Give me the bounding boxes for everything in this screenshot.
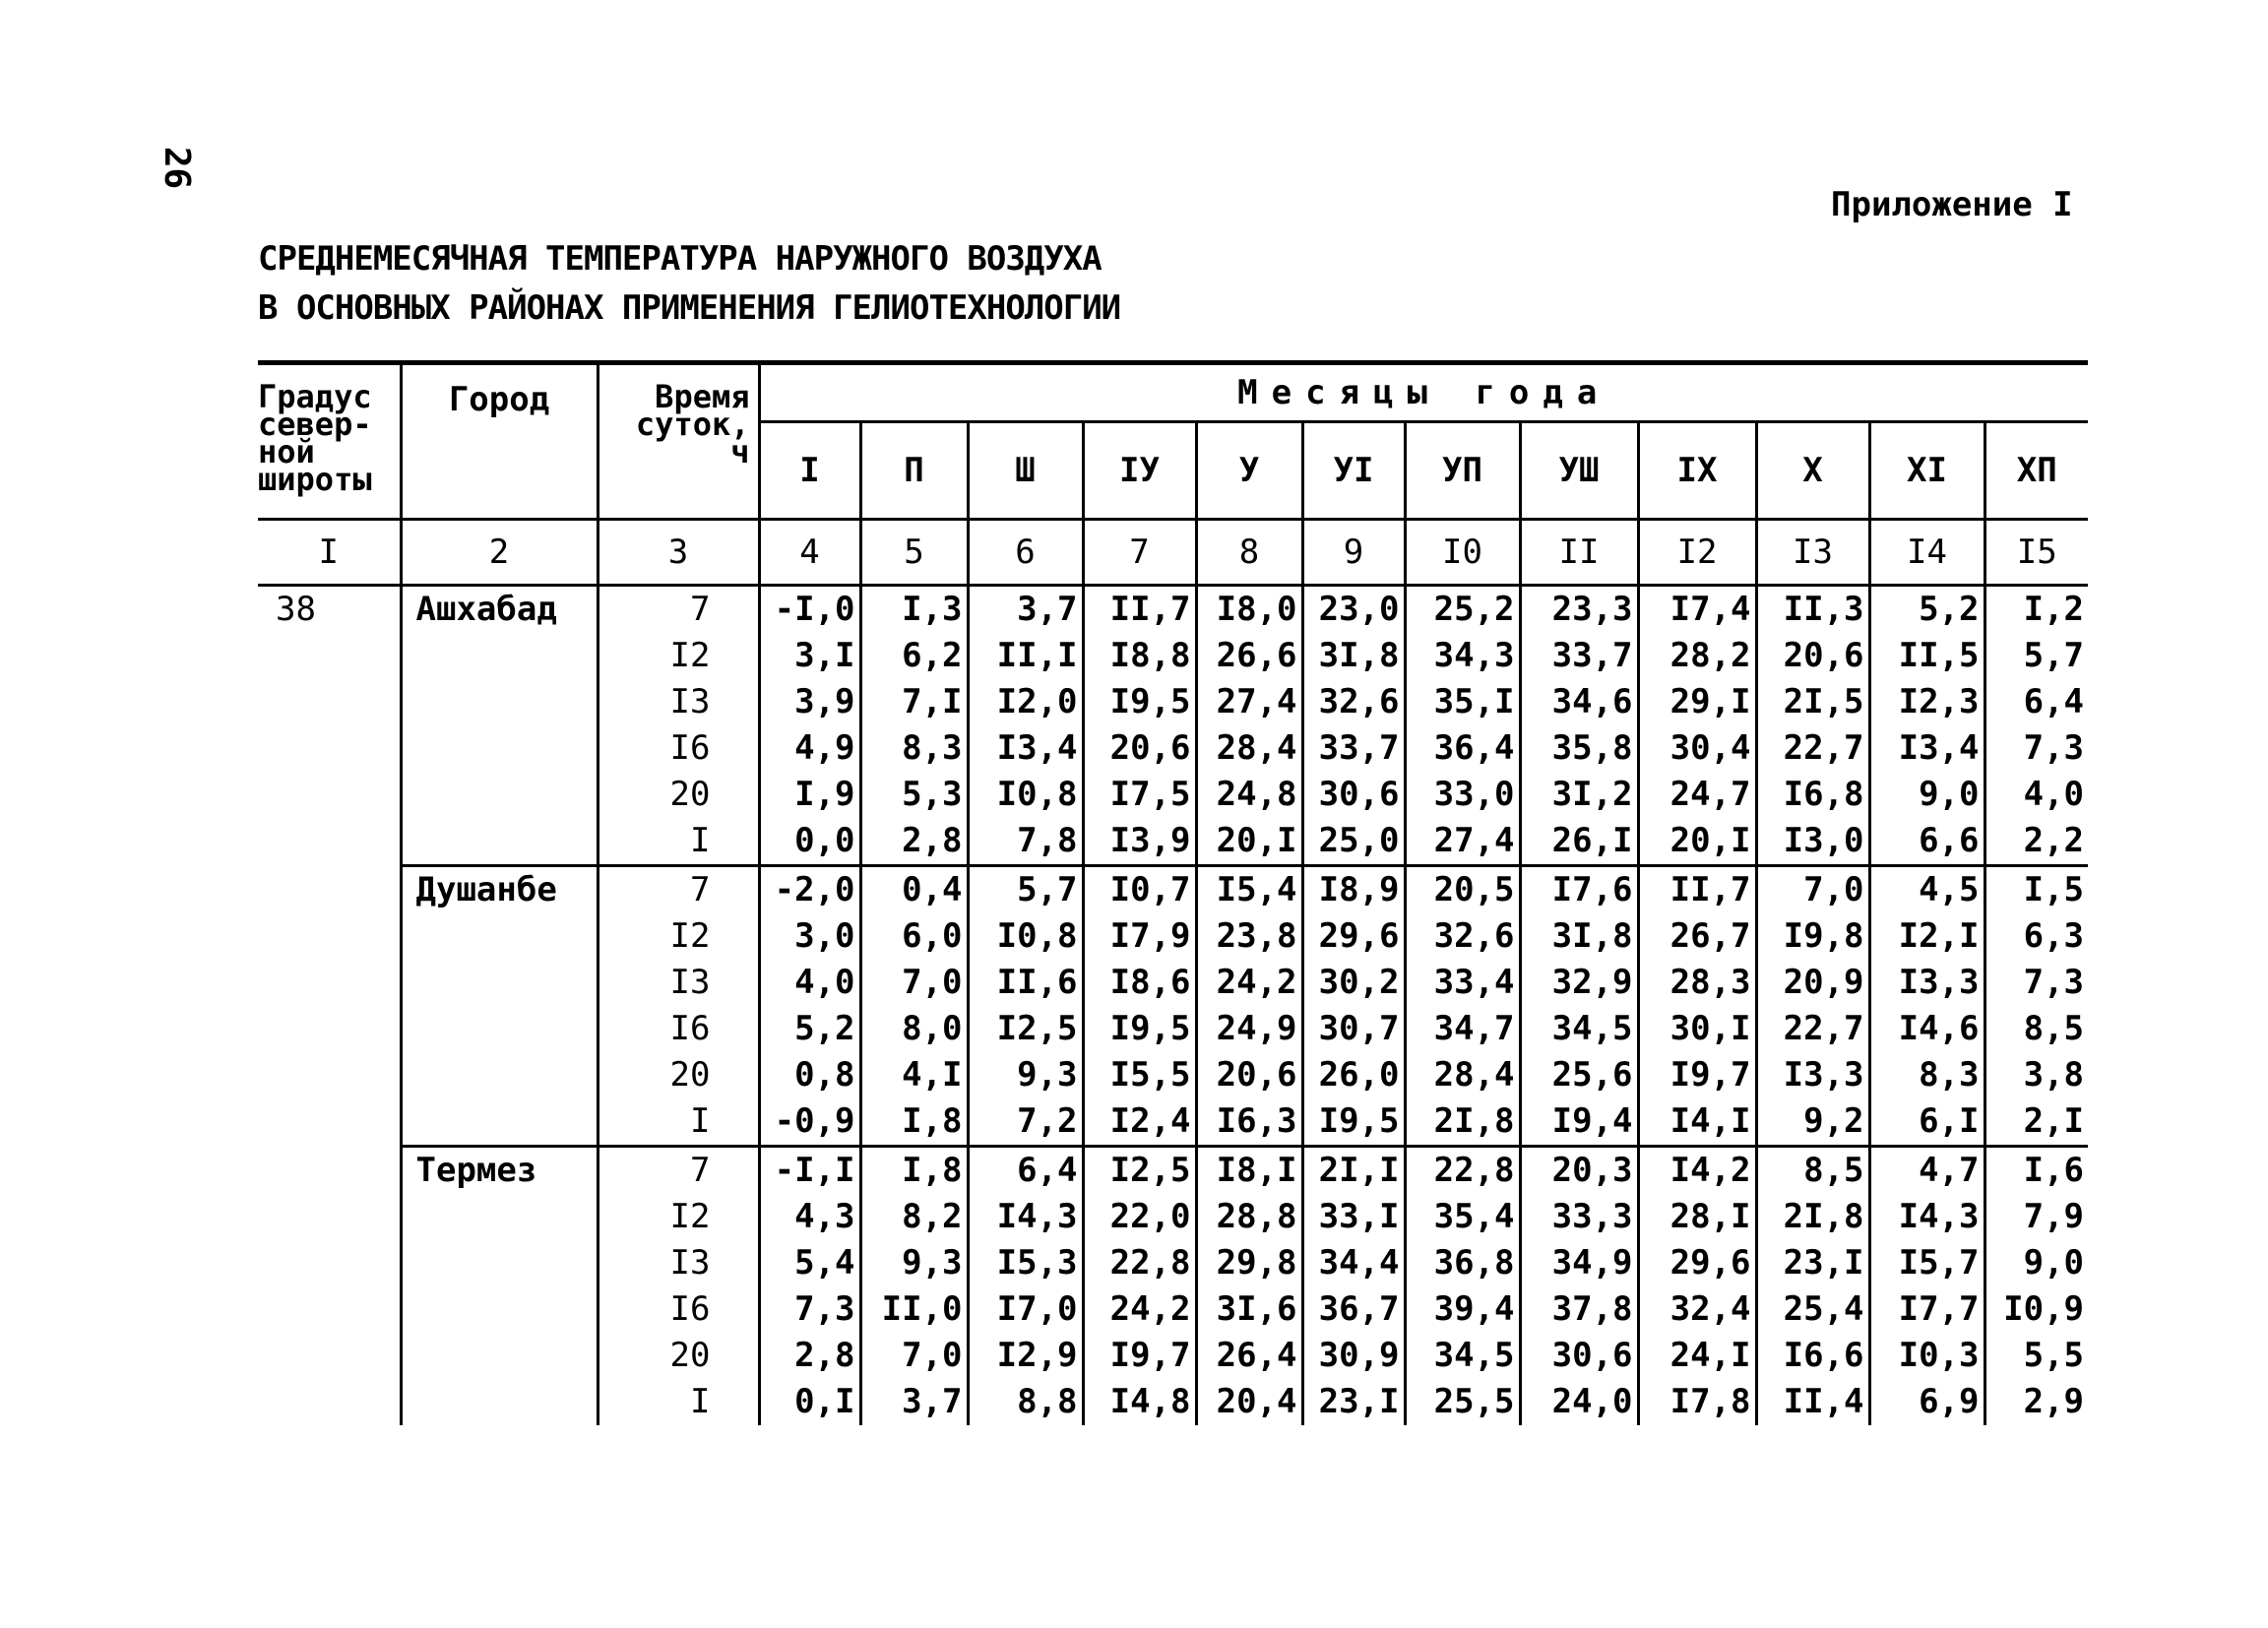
- header-latitude-line-2: север-: [258, 406, 372, 443]
- temperature-cell: 9,3: [860, 1240, 968, 1286]
- temperature-cell: 32,4: [1638, 1286, 1756, 1333]
- temperature-cell: 8,3: [1869, 1052, 1984, 1098]
- temperature-cell: 28,3: [1638, 960, 1756, 1006]
- temperature-cell: I2,9: [968, 1333, 1083, 1379]
- temperature-cell: 4,7: [1869, 1147, 1984, 1195]
- temperature-cell: II,7: [1083, 586, 1196, 634]
- temperature-cell: I9,5: [1083, 679, 1196, 725]
- temperature-cell: I9,4: [1520, 1098, 1638, 1147]
- time-cell: I6: [598, 1286, 759, 1333]
- temperature-cell: I6,3: [1196, 1098, 1302, 1147]
- temperature-cell: 9,0: [1869, 772, 1984, 818]
- temperature-cell: I6,6: [1756, 1333, 1869, 1379]
- temperature-cell: 4,0: [759, 960, 860, 1006]
- temperature-cell: 5,2: [1869, 586, 1984, 634]
- temperature-cell: 8,5: [2023, 1009, 2084, 1048]
- city-cell: Термез: [401, 1147, 598, 1426]
- temperature-cell: 7,8: [968, 818, 1083, 866]
- city-cell: Душанбе: [401, 866, 598, 1147]
- temperature-cell: 9,0: [2023, 1243, 2084, 1283]
- temperature-cell: I,2: [2023, 590, 2084, 629]
- latitude-cell: 38: [258, 586, 401, 1426]
- temperature-cell: 30,7: [1302, 1006, 1405, 1052]
- temperature-cell: 9,3: [968, 1052, 1083, 1098]
- temperature-cell: I0,8: [968, 772, 1083, 818]
- temperature-cell: 23,0: [1302, 586, 1405, 634]
- temperature-cell: I8,0: [1196, 586, 1302, 634]
- temperature-cell: 34,9: [1520, 1240, 1638, 1286]
- temperature-cell: 34,5: [1405, 1333, 1520, 1379]
- time-cell: 20: [598, 1052, 759, 1098]
- temperature-cell: 29,6: [1638, 1240, 1756, 1286]
- month-header: Ш: [968, 422, 1083, 520]
- temperature-cell: 2,9: [2023, 1382, 2084, 1421]
- temperature-cell: 2,2: [2023, 821, 2084, 860]
- temperature-cell: 27,4: [1196, 679, 1302, 725]
- temperature-cell: II,0: [860, 1286, 968, 1333]
- header-time-line-1: Время: [655, 378, 750, 415]
- temperature-cell: II,I: [968, 633, 1083, 679]
- table-body: [258, 586, 2088, 1426]
- temperature-cell: 33,3: [1520, 1194, 1638, 1240]
- temperature-cell: 20,4: [1196, 1379, 1302, 1425]
- temperature-cell: 22,8: [1083, 1240, 1196, 1286]
- temperature-cell: 7,9: [2023, 1197, 2084, 1236]
- temperature-cell: 6,4: [968, 1147, 1083, 1195]
- temperature-cell: 34,7: [1405, 1006, 1520, 1052]
- time-cell: I6: [598, 1006, 759, 1052]
- time-cell: I: [598, 1098, 759, 1147]
- temperature-cell: 33,7: [1520, 633, 1638, 679]
- temperature-cell: 20,6: [1196, 1052, 1302, 1098]
- column-number: I: [258, 520, 401, 586]
- temperature-cell: I0,9: [2003, 1289, 2084, 1329]
- temperature-cell: 3,7: [968, 586, 1083, 634]
- temperature-cell: II,7: [1638, 866, 1756, 914]
- month-header: УП: [1405, 422, 1520, 520]
- temperature-cell: I3,9: [1083, 818, 1196, 866]
- table-row: [258, 1147, 2088, 1195]
- temperature-cell: I3,3: [1869, 960, 1984, 1006]
- temperature-cell: 24,7: [1638, 772, 1756, 818]
- temperature-cell: 22,7: [1756, 1006, 1869, 1052]
- document-title: [258, 234, 1120, 333]
- header-latitude-line-4: широты: [258, 461, 372, 498]
- temperature-cell: 2I,I: [1302, 1147, 1405, 1195]
- temperature-cell: I5,5: [1083, 1052, 1196, 1098]
- temperature-cell: 9,2: [1756, 1098, 1869, 1147]
- temperature-cell: 5,7: [2023, 636, 2084, 675]
- temperature-cell: 4,I: [860, 1052, 968, 1098]
- temperature-cell: 25,0: [1302, 818, 1405, 866]
- temperature-table: [258, 360, 2088, 1425]
- temperature-cell: 5,5: [2023, 1336, 2084, 1375]
- time-cell: I3: [598, 960, 759, 1006]
- temperature-cell: 5,4: [759, 1240, 860, 1286]
- temperature-cell: 24,2: [1083, 1286, 1196, 1333]
- temperature-cell: 23,3: [1520, 586, 1638, 634]
- temperature-cell: -I,I: [759, 1147, 860, 1195]
- temperature-cell: -2,0: [759, 866, 860, 914]
- temperature-cell: 23,I: [1756, 1240, 1869, 1286]
- month-header: У: [1196, 422, 1302, 520]
- temperature-cell: I2,I: [1869, 913, 1984, 960]
- temperature-cell: 25,2: [1405, 586, 1520, 634]
- temperature-cell: 7,3: [759, 1286, 860, 1333]
- temperature-cell: 36,4: [1405, 725, 1520, 772]
- temperature-cell: I3,0: [1756, 818, 1869, 866]
- temperature-cell: I9,7: [1083, 1333, 1196, 1379]
- temperature-cell: 30,I: [1638, 1006, 1756, 1052]
- temperature-cell: 28,4: [1196, 725, 1302, 772]
- temperature-cell: 24,0: [1520, 1379, 1638, 1425]
- temperature-cell: I8,9: [1302, 866, 1405, 914]
- temperature-cell: I7,4: [1638, 586, 1756, 634]
- temperature-cell: 6,0: [860, 913, 968, 960]
- column-number: I4: [1869, 520, 1984, 586]
- month-header: XП: [2016, 451, 2057, 490]
- header-latitude-line-3: ной: [258, 433, 315, 470]
- temperature-cell: 30,9: [1302, 1333, 1405, 1379]
- temperature-cell: 24,8: [1196, 772, 1302, 818]
- temperature-cell: 8,0: [860, 1006, 968, 1052]
- temperature-cell: 7,0: [860, 1333, 968, 1379]
- temperature-cell: 35,I: [1405, 679, 1520, 725]
- temperature-cell: 32,9: [1520, 960, 1638, 1006]
- time-cell: I2: [598, 633, 759, 679]
- temperature-cell: 8,3: [860, 725, 968, 772]
- temperature-cell: I,8: [860, 1147, 968, 1195]
- temperature-cell: 26,I: [1520, 818, 1638, 866]
- temperature-cell: I2,4: [1083, 1098, 1196, 1147]
- temperature-cell: 6,9: [1869, 1379, 1984, 1425]
- column-number: I0: [1405, 520, 1520, 586]
- temperature-cell: 30,2: [1302, 960, 1405, 1006]
- time-cell: 20: [598, 772, 759, 818]
- time-cell: I2: [598, 913, 759, 960]
- time-cell: I3: [598, 1240, 759, 1286]
- temperature-cell: -0,9: [759, 1098, 860, 1147]
- header-time-line-3: ч: [730, 433, 750, 470]
- temperature-cell: 20,3: [1520, 1147, 1638, 1195]
- temperature-cell: 6,I: [1869, 1098, 1984, 1147]
- temperature-cell: 20,9: [1756, 960, 1869, 1006]
- temperature-cell: I8,I: [1196, 1147, 1302, 1195]
- header-time: [598, 363, 759, 520]
- temperature-cell: 4,5: [1869, 866, 1984, 914]
- header-row-1: [258, 363, 2088, 422]
- temperature-cell: 26,6: [1196, 633, 1302, 679]
- temperature-cell: 5,3: [860, 772, 968, 818]
- temperature-cell: I9,7: [1638, 1052, 1756, 1098]
- temperature-cell: 25,5: [1405, 1379, 1520, 1425]
- temperature-cell: -I,0: [759, 586, 860, 634]
- temperature-cell: II,4: [1756, 1379, 1869, 1425]
- temperature-cell: 2,I: [2023, 1101, 2084, 1141]
- temperature-cell: 8,8: [968, 1379, 1083, 1425]
- column-number: 8: [1196, 520, 1302, 586]
- city-cell: Ашхабад: [401, 586, 598, 866]
- temperature-cell: 36,8: [1405, 1240, 1520, 1286]
- temperature-cell: 23,I: [1302, 1379, 1405, 1425]
- temperature-cell: I7,6: [1520, 866, 1638, 914]
- temperature-cell: 3I,2: [1520, 772, 1638, 818]
- temperature-cell: II,5: [1869, 633, 1984, 679]
- title-line-1: СРЕДНЕМЕСЯЧНАЯ ТЕМПЕРАТУРА НАРУЖНОГО ВОЗДУХА: [258, 239, 1102, 279]
- temperature-cell: 3I,8: [1302, 633, 1405, 679]
- temperature-cell: I0,8: [968, 913, 1083, 960]
- temperature-cell: 6,2: [860, 633, 968, 679]
- temperature-cell: 2I,5: [1756, 679, 1869, 725]
- temperature-cell: 20,5: [1405, 866, 1520, 914]
- temperature-cell: I7,5: [1083, 772, 1196, 818]
- column-number: 4: [759, 520, 860, 586]
- temperature-cell: I,3: [860, 586, 968, 634]
- temperature-cell: 24,2: [1196, 960, 1302, 1006]
- temperature-cell: 0,0: [759, 818, 860, 866]
- header-latitude: [258, 363, 401, 520]
- temperature-cell: 25,6: [1520, 1052, 1638, 1098]
- temperature-cell: I6,8: [1756, 772, 1869, 818]
- temperature-cell: I7,7: [1869, 1286, 1984, 1333]
- temperature-cell: 29,8: [1196, 1240, 1302, 1286]
- time-cell: I: [598, 1379, 759, 1425]
- temperature-cell: 27,4: [1405, 818, 1520, 866]
- temperature-cell: 35,8: [1520, 725, 1638, 772]
- column-number: I3: [1756, 520, 1869, 586]
- temperature-cell: I0,7: [1083, 866, 1196, 914]
- temperature-cell: I4,I: [1638, 1098, 1756, 1147]
- temperature-cell: 4,0: [2023, 775, 2084, 814]
- temperature-cell: I,9: [759, 772, 860, 818]
- header-months-caption: Месяцы года: [759, 363, 2088, 422]
- time-cell: I2: [598, 1194, 759, 1240]
- temperature-cell: I8,8: [1083, 633, 1196, 679]
- column-number: II: [1520, 520, 1638, 586]
- temperature-cell: 39,4: [1405, 1286, 1520, 1333]
- temperature-cell: 7,0: [860, 960, 968, 1006]
- temperature-cell: 28,4: [1405, 1052, 1520, 1098]
- temperature-cell: I9,5: [1083, 1006, 1196, 1052]
- page-number: 26: [157, 146, 198, 190]
- time-cell: I6: [598, 725, 759, 772]
- month-header: IУ: [1083, 422, 1196, 520]
- temperature-cell: 34,3: [1405, 633, 1520, 679]
- table-row: [258, 586, 2088, 634]
- temperature-cell: 28,2: [1638, 633, 1756, 679]
- month-header: П: [860, 422, 968, 520]
- time-cell: 7: [598, 866, 759, 914]
- temperature-cell: II,6: [968, 960, 1083, 1006]
- time-cell: I: [598, 818, 759, 866]
- column-number: 5: [860, 520, 968, 586]
- temperature-cell: 3I,6: [1196, 1286, 1302, 1333]
- time-cell: 7: [598, 586, 759, 634]
- temperature-cell: I0,3: [1869, 1333, 1984, 1379]
- temperature-cell: 37,8: [1520, 1286, 1638, 1333]
- temperature-cell: 29,I: [1638, 679, 1756, 725]
- temperature-cell: 2,8: [860, 818, 968, 866]
- temperature-cell: 2I,8: [1756, 1194, 1869, 1240]
- temperature-cell: I3,4: [1869, 725, 1984, 772]
- temperature-cell: 6,6: [1869, 818, 1984, 866]
- temperature-cell: 3,9: [759, 679, 860, 725]
- temperature-cell: I4,6: [1869, 1006, 1984, 1052]
- temperature-cell: 0,I: [759, 1379, 860, 1425]
- temperature-cell: I7,9: [1083, 913, 1196, 960]
- temperature-cell: 7,0: [1756, 866, 1869, 914]
- temperature-cell: I5,7: [1869, 1240, 1984, 1286]
- month-header: УI: [1302, 422, 1405, 520]
- column-number: 3: [598, 520, 759, 586]
- month-header: XI: [1869, 422, 1984, 520]
- temperature-cell: I9,8: [1756, 913, 1869, 960]
- temperature-cell: 6,4: [2023, 682, 2084, 721]
- column-number: I5: [1984, 520, 2088, 586]
- temperature-cell: 25,4: [1756, 1286, 1869, 1333]
- temperature-cell: 3,7: [860, 1379, 968, 1425]
- table-row: [258, 866, 2088, 914]
- temperature-cell: I,8: [860, 1098, 968, 1147]
- column-number: 2: [401, 520, 598, 586]
- temperature-cell: 26,4: [1196, 1333, 1302, 1379]
- temperature-cell: I,6: [1984, 1147, 2088, 1195]
- temperature-cell: 35,4: [1405, 1194, 1520, 1240]
- temperature-cell: 8,2: [860, 1194, 968, 1240]
- temperature-cell: I,5: [1984, 866, 2088, 914]
- temperature-cell: I8,6: [1083, 960, 1196, 1006]
- header-latitude-line-1: Градус: [258, 378, 372, 415]
- temperature-cell: 28,8: [1196, 1194, 1302, 1240]
- temperature-cell: 22,8: [1405, 1147, 1520, 1195]
- temperature-cell: 33,7: [1302, 725, 1405, 772]
- temperature-cell: I5,3: [968, 1240, 1083, 1286]
- temperature-cell: I2,3: [1869, 679, 1984, 725]
- temperature-cell: I7,8: [1638, 1379, 1756, 1425]
- column-number: I2: [1638, 520, 1756, 586]
- column-number-row: [258, 520, 2088, 586]
- temperature-cell: 33,4: [1405, 960, 1520, 1006]
- temperature-cell: 20,6: [1756, 633, 1869, 679]
- temperature-cell: 5,7: [968, 866, 1083, 914]
- time-cell: 7: [598, 1147, 759, 1195]
- temperature-cell: 22,7: [1756, 725, 1869, 772]
- temperature-cell: 33,0: [1405, 772, 1520, 818]
- month-header: I: [759, 422, 860, 520]
- temperature-table-wrap: [258, 360, 2088, 1425]
- temperature-cell: I4,3: [1869, 1194, 1984, 1240]
- temperature-cell: 7,3: [2023, 963, 2084, 1002]
- temperature-cell: 7,3: [2023, 728, 2084, 768]
- column-number: 9: [1302, 520, 1405, 586]
- temperature-cell: I3,3: [1756, 1052, 1869, 1098]
- temperature-cell: 26,7: [1638, 913, 1756, 960]
- column-number: 6: [968, 520, 1083, 586]
- temperature-cell: 23,8: [1196, 913, 1302, 960]
- temperature-cell: I2,0: [968, 679, 1083, 725]
- temperature-cell: 2,8: [759, 1333, 860, 1379]
- temperature-cell: II,3: [1756, 586, 1869, 634]
- temperature-cell: 8,5: [1756, 1147, 1869, 1195]
- temperature-cell: 0,8: [759, 1052, 860, 1098]
- temperature-cell: I3,4: [968, 725, 1083, 772]
- temperature-cell: 20,6: [1083, 725, 1196, 772]
- temperature-cell: 20,I: [1638, 818, 1756, 866]
- temperature-cell: 34,4: [1302, 1240, 1405, 1286]
- temperature-cell: 33,I: [1302, 1194, 1405, 1240]
- month-header: IX: [1638, 422, 1756, 520]
- month-header: УШ: [1520, 422, 1638, 520]
- temperature-cell: 36,7: [1302, 1286, 1405, 1333]
- temperature-cell: 0,4: [860, 866, 968, 914]
- temperature-cell: 22,0: [1083, 1194, 1196, 1240]
- temperature-cell: 7,2: [968, 1098, 1083, 1147]
- temperature-cell: 32,6: [1302, 679, 1405, 725]
- temperature-cell: 3I,8: [1520, 913, 1638, 960]
- temperature-cell: I5,4: [1196, 866, 1302, 914]
- temperature-cell: 24,I: [1638, 1333, 1756, 1379]
- temperature-cell: I9,5: [1302, 1098, 1405, 1147]
- title-line-2: В ОСНОВНЫХ РАЙОНАХ ПРИМЕНЕНИЯ ГЕЛИОТЕХНОЛОГИИ: [258, 288, 1121, 328]
- temperature-cell: 26,0: [1302, 1052, 1405, 1098]
- temperature-cell: 30,6: [1302, 772, 1405, 818]
- time-cell: I3: [598, 679, 759, 725]
- temperature-cell: 7,I: [860, 679, 968, 725]
- header-time-line-2: суток,: [635, 406, 750, 443]
- temperature-cell: 3,0: [759, 913, 860, 960]
- temperature-cell: 29,6: [1302, 913, 1405, 960]
- temperature-cell: 34,5: [1520, 1006, 1638, 1052]
- temperature-cell: 3,I: [759, 633, 860, 679]
- temperature-cell: 28,I: [1638, 1194, 1756, 1240]
- temperature-cell: I4,8: [1083, 1379, 1196, 1425]
- temperature-cell: 32,6: [1405, 913, 1520, 960]
- appendix-label: Приложение I: [1831, 185, 2073, 224]
- temperature-cell: 4,9: [759, 725, 860, 772]
- month-header: X: [1756, 422, 1869, 520]
- temperature-cell: I4,3: [968, 1194, 1083, 1240]
- temperature-cell: 4,3: [759, 1194, 860, 1240]
- column-number: 7: [1083, 520, 1196, 586]
- temperature-cell: I2,5: [968, 1006, 1083, 1052]
- temperature-cell: I7,0: [968, 1286, 1083, 1333]
- temperature-cell: 3,8: [2023, 1055, 2084, 1095]
- temperature-cell: 6,3: [2023, 916, 2084, 956]
- temperature-cell: I4,2: [1638, 1147, 1756, 1195]
- temperature-cell: I2,5: [1083, 1147, 1196, 1195]
- temperature-cell: 20,I: [1196, 818, 1302, 866]
- temperature-cell: 5,2: [759, 1006, 860, 1052]
- temperature-cell: 30,4: [1638, 725, 1756, 772]
- temperature-cell: 30,6: [1520, 1333, 1638, 1379]
- time-cell: 20: [598, 1333, 759, 1379]
- temperature-cell: 24,9: [1196, 1006, 1302, 1052]
- temperature-cell: 2I,8: [1405, 1098, 1520, 1147]
- temperature-cell: 34,6: [1520, 679, 1638, 725]
- header-city: Город: [401, 363, 598, 520]
